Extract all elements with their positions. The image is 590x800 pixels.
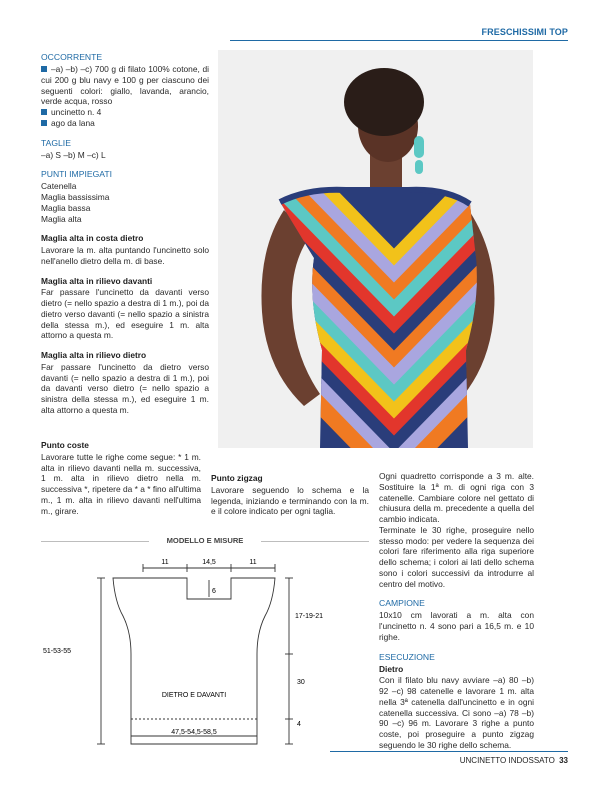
right-column <box>379 471 534 751</box>
occorrente-item: –a) –b) –c) 700 g di filato 100% cotone, di cui 200 g blu navy e 100 g per ciascuno dei seguenti colori: giallo, lavanda, arancio, verde acqua, rosso <box>41 64 209 107</box>
rilievo-dietro-section <box>41 350 209 416</box>
occorrente-item: uncinetto n. 4 <box>41 107 209 118</box>
right-intro: Ogni quadretto corrisponde a 3 m. alte. Sostituire la 1ª m. di ogni riga con 3 catenelle. Cambiare colore nel gettato di chiusura della m. precedente a quella del cambio indicata. <box>379 471 534 524</box>
occorrente-item: ago da lana <box>41 118 209 129</box>
costa-heading: Maglia alta in costa dietro <box>41 233 144 244</box>
dim-body: 30 <box>297 679 305 686</box>
header <box>398 27 568 39</box>
coste-heading: Punto coste <box>41 440 89 450</box>
bullet-square-icon <box>41 120 47 126</box>
footer-text: UNCINETTO INDOSSATO <box>459 756 555 765</box>
right-intro-2: Terminate le 30 righe, proseguire nello stesso modo: per vedere la sequenza dei colori fare riferimento alla riga superiore dello schema; i colori ai lati dello schema sono i colori successivi da introdurre al centro del motivo. <box>379 524 534 589</box>
costa-text: Lavorare la m. alta puntando l'uncinetto solo nell'anello dietro della m. di base. <box>41 245 209 266</box>
dim-neck-depth: 6 <box>212 588 216 595</box>
rilievo-dietro-heading: Maglia alta in rilievo dietro <box>41 350 147 360</box>
punti-item: Maglia bassa <box>41 202 91 213</box>
esecuzione-text: Con il filato blu navy avviare –a) 80 –b) 92 –c) 98 catenelle e lavorare 1 m. alta nella 3ª catenella dall'uncinetto e in ogni catenella successiva. Ci sono –a) 78 –b) 90 –c) 96 m. Lavorare 3 righe a punto coste, poi proseguire a punto zigzag seguendo le 30 righe dello schema. <box>379 675 534 750</box>
model-photo <box>218 50 533 448</box>
taglie-text: –a) S –b) M –c) L <box>41 149 106 160</box>
punti-item: Maglia alta <box>41 213 82 224</box>
campione-heading: CAMPIONE <box>379 598 425 609</box>
footer-rule <box>330 751 568 752</box>
taglie-heading: TAGLIE <box>41 137 71 148</box>
dim-width: 47,5-54,5-58,5 <box>171 729 217 736</box>
footer <box>368 756 568 766</box>
dim-rib: 4 <box>297 721 301 728</box>
schematic-svg <box>41 536 369 746</box>
punti-item: Maglia bassissima <box>41 192 110 202</box>
left-column <box>41 52 209 425</box>
dim-shoulder-right: 11 <box>249 559 257 566</box>
diagram-label: DIETRO E DAVANTI <box>161 692 227 699</box>
punti-section <box>41 169 209 224</box>
costa-section <box>41 233 209 266</box>
model-diagram <box>41 536 369 746</box>
bullet-square-icon <box>41 66 47 72</box>
punto-coste-section <box>41 440 201 516</box>
crochet-top-illustration <box>218 50 533 448</box>
punto-zigzag-section <box>211 473 369 517</box>
rilievo-dietro-text: Far passare l'uncinetto da dietro verso davanti (= nello spazio a destra di 1 m.), poi da davanti verso dietro (= nello spazio a sinistra della stessa m.), ed eseguire 1 m. alta attorno a questa m. <box>41 361 209 415</box>
occorrente-section <box>41 52 209 129</box>
dietro-heading: Dietro <box>379 663 404 674</box>
rilievo-davanti-heading: Maglia alta in rilievo davanti <box>41 275 153 286</box>
zigzag-text: Lavorare seguendo lo schema e la legenda, iniziando e terminando con la m. e il colore indicato per ogni taglia. <box>211 484 369 517</box>
header-rule <box>230 40 568 41</box>
dim-length: 51-53-55 <box>43 648 72 655</box>
punti-heading: PUNTI IMPIEGATI <box>41 169 112 180</box>
rilievo-davanti-text: Far passare l'uncinetto da davanti verso dietro (= nello spazio a destra di 1 m.), poi da dietro verso davanti (= nello spazio a sinistra della stessa m.), ed eseguire 1 m. alta attorno a questa m. <box>41 287 209 341</box>
occorrente-heading: OCCORRENTE <box>41 52 103 62</box>
header-title: FRESCHISSIMI TOP <box>481 27 568 37</box>
dim-neck: 14,5 <box>202 559 216 566</box>
taglie-section <box>41 138 209 161</box>
rilievo-davanti-section <box>41 276 209 342</box>
punti-item: Catenella <box>41 181 77 192</box>
dim-armhole: 17-19-21 <box>295 613 324 620</box>
bullet-square-icon <box>41 109 47 115</box>
diagram-title: MODELLO E MISURE <box>166 536 244 545</box>
coste-text: Lavorare tutte le righe come segue: * 1 m. alta in rilievo davanti nella m. successiva, 1 m. alta in rilievo dietro nella m. successiva *, ripetere da * a * fino all'ultima m., 1 m. alta in rilievo davanti nell'ultima m., girare. <box>41 451 201 516</box>
page-number: 33 <box>559 756 568 765</box>
dim-shoulder-left: 11 <box>161 559 169 566</box>
esecuzione-heading: ESECUZIONE <box>379 651 435 662</box>
campione-text: 10x10 cm lavorati a m. alta con l'uncinetto n. 4 sono pari a 16,5 m. e 10 righe. <box>379 610 534 642</box>
zigzag-heading: Punto zigzag <box>211 473 263 483</box>
